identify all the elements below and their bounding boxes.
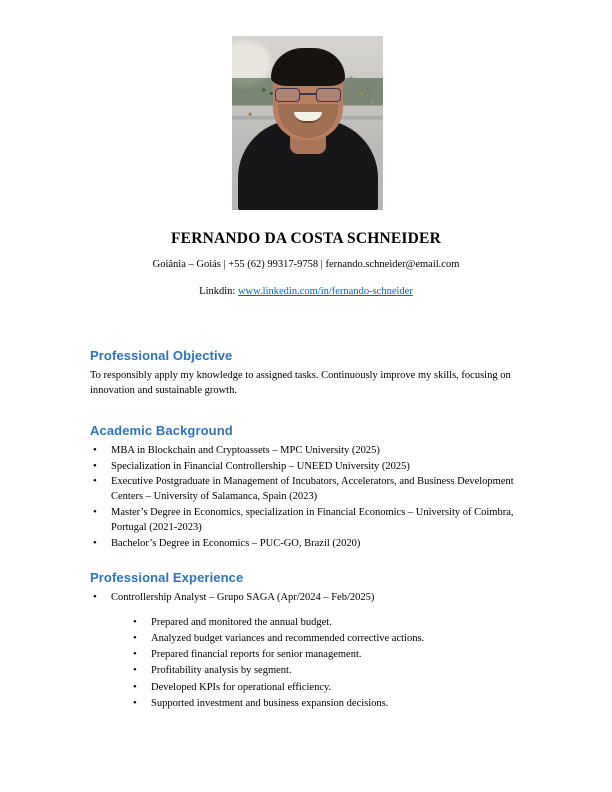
list-item: • Prepared and monitored the annual budget. [133,615,515,631]
list-item: • Bachelor’s Degree in Economics – PUC-GO, Brazil (2020) [93,537,515,552]
section-academic-background [90,423,515,553]
linkedin-link[interactable]: www.linkedin.com/in/fernando-schneider [237,286,413,297]
list-item: • Supported investment and business expansion decisions. [133,696,515,712]
glasses-left-lens [275,88,300,102]
list-item: • Specialization in Financial Controllership – UNEED University (2025) [93,460,515,475]
experience-role-text: Controllership Analyst – Grupo SAGA (Apr/2024 – Feb/2025) [111,591,375,603]
candidate-name: FERNANDO DA COSTA SCHNEIDER [171,230,441,247]
linkedin-label: Linkdin: [199,286,236,297]
experience-achievements-list [111,615,515,713]
glasses-right-lens [316,88,341,102]
photo-subject-hair [271,48,345,86]
list-item: • Developed KPIs for operational efficiency. [133,680,515,696]
experience-list [90,591,515,713]
section-professional-objective [90,348,515,398]
section-professional-experience [90,570,515,713]
academic-list [90,444,515,552]
objective-body: To responsibly apply my knowledge to assigned tasks. Continuously improve my skills, focusing on innovation and sustainable growth. [90,369,511,396]
profile-photo [232,36,383,210]
contact-line: Goiânia – Goiás | +55 (62) 99317-9758 | fernando.schneider@email.com [152,259,460,270]
linkedin-line [0,286,612,297]
experience-role-item [93,591,515,713]
profile-photo-image [232,36,383,210]
list-item: • MBA in Blockchain and Cryptoassets – MPC University (2025) [93,444,515,459]
section-title-experience: Professional Experience [90,570,244,585]
glasses-bridge [300,93,316,95]
section-title-objective: Professional Objective [90,348,233,363]
section-title-academic: Academic Background [90,423,233,438]
photo-subject-glasses [275,88,341,102]
list-item: • Prepared financial reports for senior management. [133,647,515,663]
list-item: • Analyzed budget variances and recommended corrective actions. [133,631,515,647]
list-item: • Executive Postgraduate in Management of Incubators, Accelerators, and Business Development Centers – University of Salamanca, Spain (2023) [93,475,515,505]
list-item: • Profitability analysis by segment. [133,663,515,679]
list-item: • Master’s Degree in Economics, specialization in Financial Economics – University of Coimbra, Portugal (2021-2023) [93,506,515,536]
